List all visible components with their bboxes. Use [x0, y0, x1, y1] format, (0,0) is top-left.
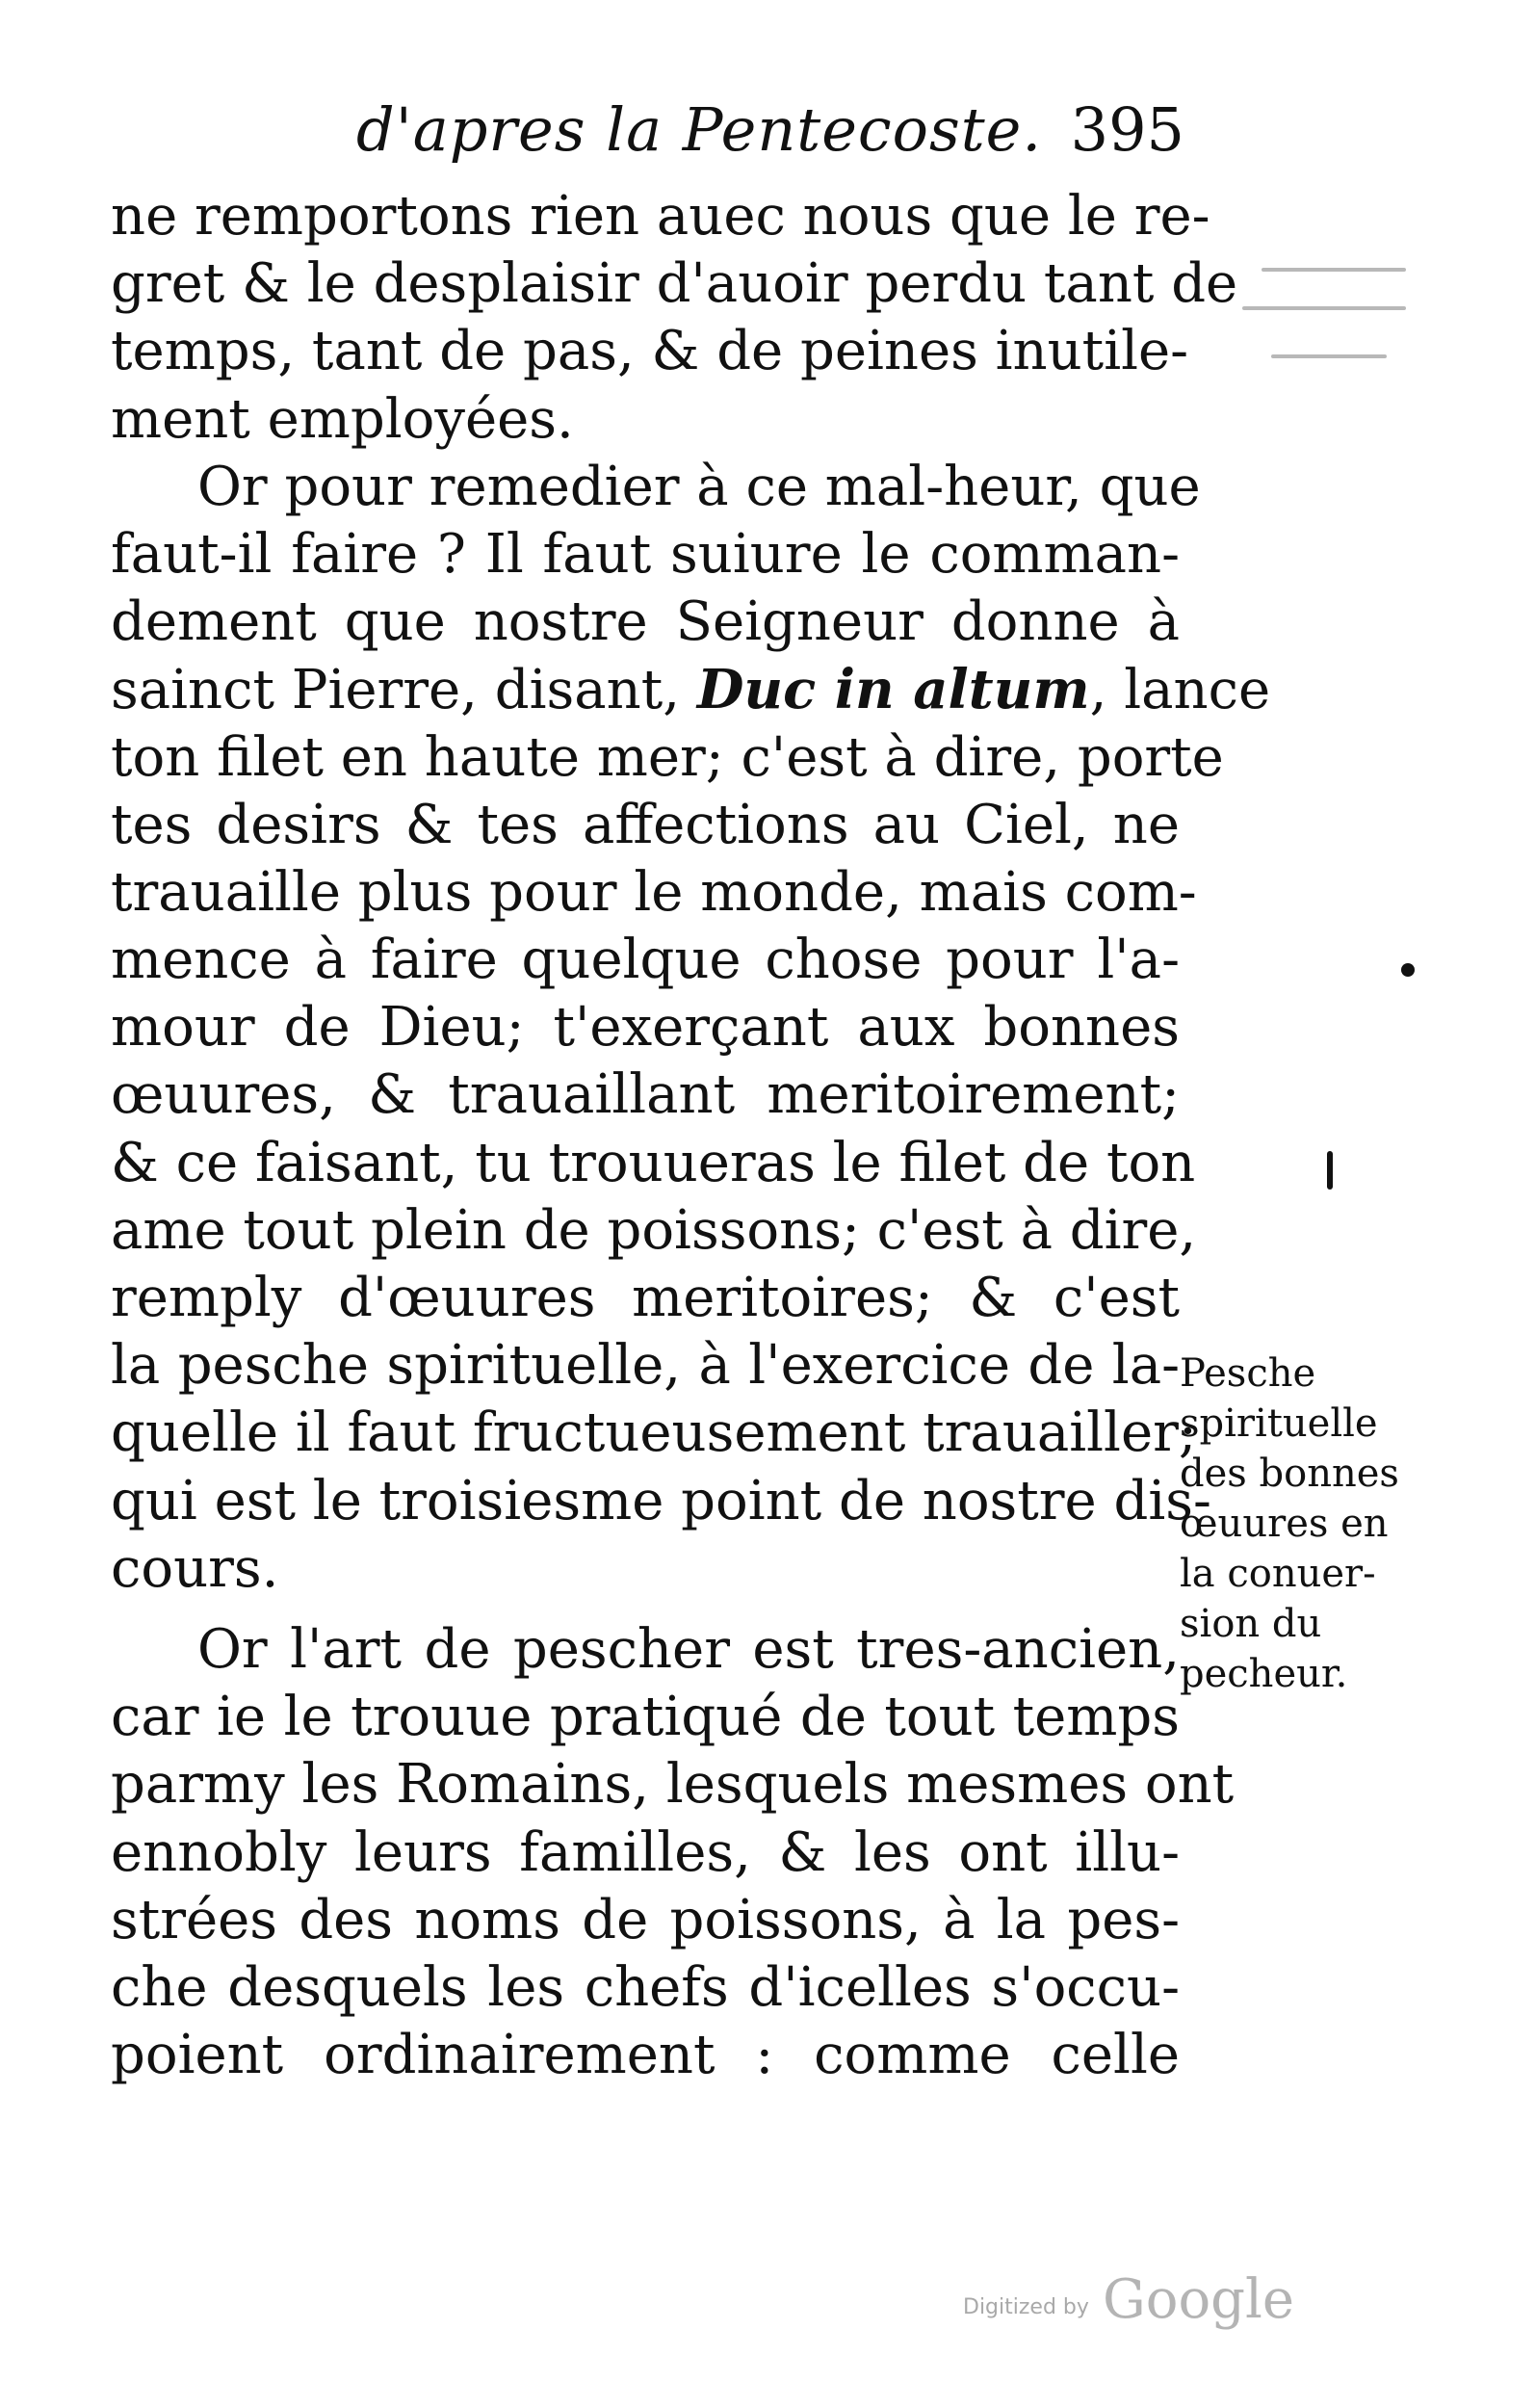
text-segment: , lance	[1089, 659, 1271, 722]
latin-quotation: Duc in altum	[696, 658, 1090, 722]
text-line: la pesche spirituelle, à l'exercice de la-	[111, 1334, 1180, 1398]
text-line: remply d'œuures meritoires; & c'est	[111, 1267, 1180, 1329]
text-segment: sainct Pierre, disant,	[111, 659, 681, 722]
text-line: parmy les Romains, lesquels mesmes ont	[111, 1753, 1235, 1817]
text-line: strées des noms de poissons, à la pes-	[111, 1888, 1180, 1951]
margin-note-line: la conuer-	[1180, 1552, 1376, 1596]
margin-note-line: spirituelle	[1180, 1401, 1378, 1446]
text-line: tes desirs & tes affections au Ciel, ne	[111, 793, 1180, 856]
text-line: quelle il faut fructueusement trauailler;	[111, 1401, 1197, 1465]
page-number: 395	[1070, 94, 1184, 165]
text-line: poient ordinairement : comme celle	[111, 2024, 1180, 2087]
text-line: che desquels les chefs d'icelles s'occu-	[111, 1955, 1180, 2019]
margin-note-line: des bonnes	[1180, 1452, 1399, 1496]
text-line: ne remportons rien auec nous que le re-	[111, 185, 1210, 248]
digitization-watermark	[963, 2264, 1329, 2331]
margin-bleed-through	[1242, 258, 1435, 383]
text-line: cours.	[111, 1536, 279, 1600]
google-logo: Google	[1103, 2268, 1295, 2331]
running-title: d'apres la Pentecoste.	[356, 94, 1043, 165]
text-line: & ce faisant, tu trouueras le filet de ton	[111, 1131, 1196, 1194]
text-line: trauaille plus pour le monde, mais com-	[111, 860, 1197, 924]
margin-note-line: œuures en	[1180, 1502, 1389, 1546]
text-line: ment employées.	[111, 387, 574, 451]
text-line: temps, tant de pas, & de peines inutile-	[111, 320, 1189, 383]
text-line: ame tout plein de poissons; c'est à dire,	[111, 1198, 1197, 1262]
text-line: dement que nostre Seigneur donne à	[111, 590, 1180, 654]
text-line: mour de Dieu; t'exerçant aux bonnes	[111, 996, 1180, 1060]
text-line: faut-il faire ? Il faut suiure le comman-	[111, 522, 1180, 586]
text-line: œuures, & trauaillant meritoirement;	[111, 1063, 1180, 1127]
margin-note	[1180, 1348, 1420, 1699]
text-line: ennobly leurs familles, & les ont illu-	[111, 1820, 1180, 1884]
ink-spot	[1401, 963, 1415, 977]
text-line: car ie le trouue pratiqué de tout temps	[111, 1686, 1180, 1749]
margin-note-line: Pesche	[1180, 1351, 1316, 1396]
watermark-prefix: Digitized by	[963, 2295, 1089, 2319]
paragraph-start: Or pour remedier à ce mal-heur, que	[197, 455, 1201, 518]
text-line: gret & le desplaisir d'auoir perdu tant de	[111, 252, 1238, 316]
margin-note-line: pecheur.	[1180, 1652, 1348, 1696]
ink-spot	[1327, 1151, 1333, 1190]
text-line: mence à faire quelque chose pour l'a-	[111, 929, 1180, 992]
paragraph-start: Or l'art de pescher est tres-ancien,	[197, 1617, 1180, 1681]
text-line: ton filet en haute mer; c'est à dire, porte	[111, 725, 1224, 789]
text-line: qui est le troisiesme point de nostre dis-	[111, 1469, 1211, 1532]
text-line-with-latin	[111, 656, 1271, 723]
margin-note-line: sion du	[1180, 1602, 1322, 1646]
running-header	[356, 92, 1184, 178]
